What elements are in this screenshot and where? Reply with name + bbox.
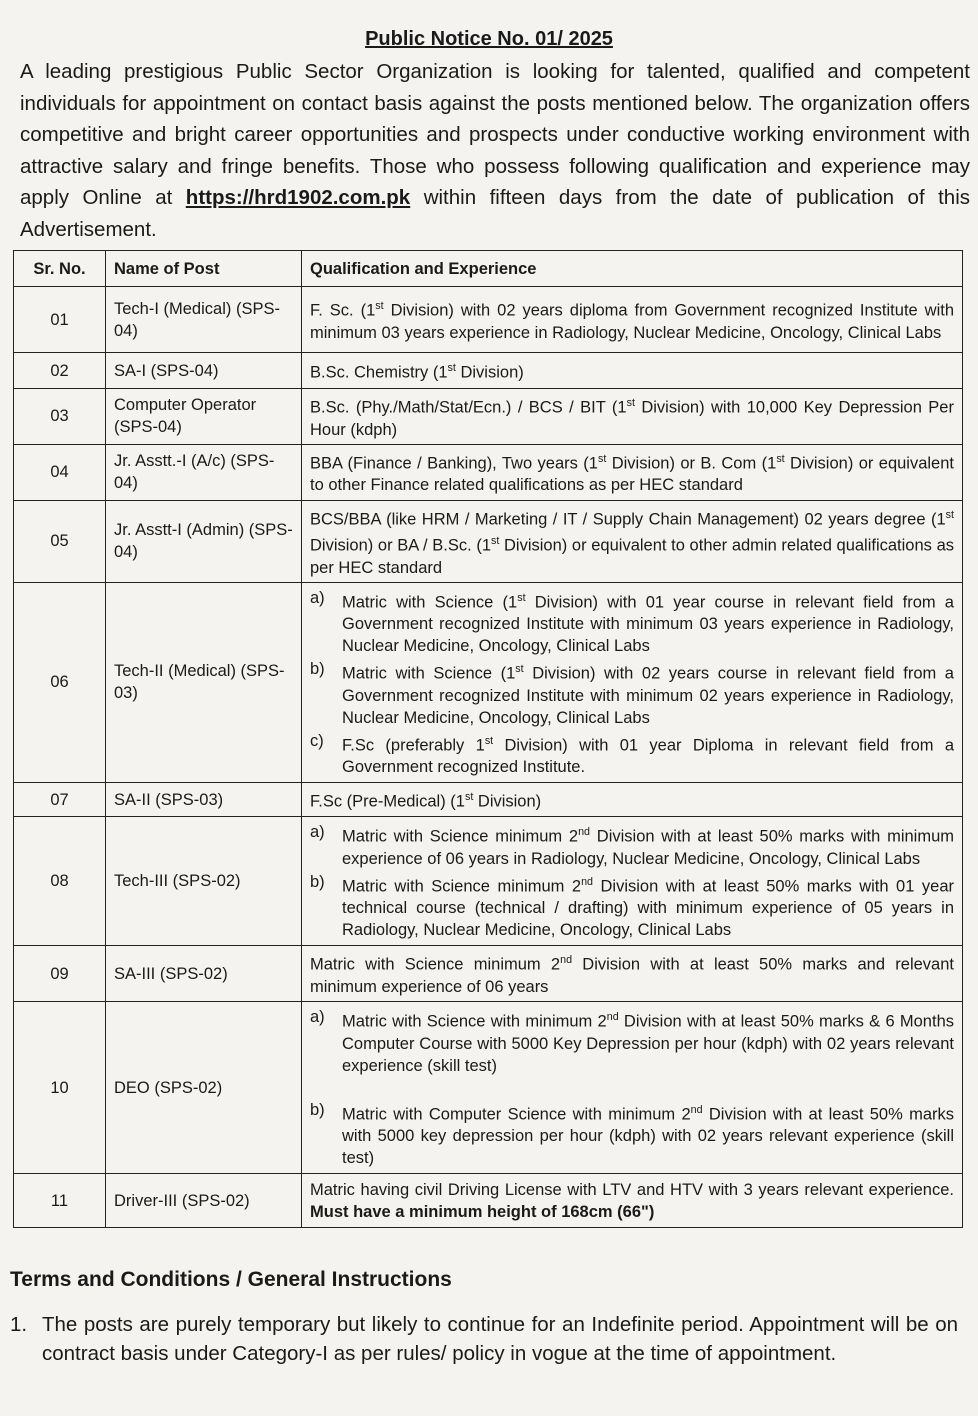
post-name-cell: SA-II (SPS-03) (106, 783, 302, 817)
qualification-cell: B.Sc. Chemistry (1st Division) (302, 353, 963, 389)
qualification-cell: BBA (Finance / Banking), Two years (1st Division) or B. Com (1st Division) or equivalent to other Finance related qualifications as per HEC standard (302, 444, 963, 500)
table-row (14, 1174, 963, 1228)
intro-tail: within fifteen days from the date of publication of this Advertisement. (20, 186, 971, 241)
option-text: F.Sc (preferably 1st Division) with 01 year Diploma in relevant field from a Government recognized Institute. (342, 734, 955, 776)
term-text: The posts are purely temporary but likely to continue for an Indefinite period. Appointment will be on contract basis under Category-I as per rules/ policy in vogue at the time of appointment. (42, 1313, 958, 1365)
post-name-cell: DEO (SPS-02) (106, 1002, 302, 1174)
post-name-cell: Driver-III (SPS-02) (106, 1174, 302, 1228)
post-name-cell: Tech-I (Medical) (SPS-04) (106, 287, 302, 353)
apply-online-link[interactable]: https://hrd1902.com.pk (185, 186, 411, 209)
qualification-text: Matric having civil Driving License with LTV and HTV with 3 years relevant experience. (310, 1180, 954, 1199)
post-name-cell: Tech-II (Medical) (SPS-03) (106, 582, 302, 783)
post-name-cell: SA-I (SPS-04) (106, 353, 302, 389)
option-text: Matric with Science with minimum 2nd Division with at least 50% marks & 6 Months Computer Course with 5000 Key Depression per hour (kdph) with 02 years relevant experience (skill test) (342, 1011, 954, 1075)
option-text: Matric with Science minimum 2nd Division with at least 50% marks with 01 year technical course (technical / drafting) with minimum experience of 05 years in Radiology, Nuclear Medicine, Oncology, Clinical Labs (342, 875, 954, 939)
table-row (14, 287, 963, 353)
table-row (14, 817, 963, 946)
intro-paragraph (20, 56, 970, 245)
option-marker: b) (310, 660, 325, 678)
table-row (14, 389, 963, 445)
sr-no-cell: 08 (14, 817, 106, 946)
header-qualification: Qualification and Experience (302, 251, 963, 287)
height-requirement: Must have a minimum height of 168cm (66") (310, 1202, 655, 1221)
posts-table (13, 250, 963, 1228)
qualification-cell (302, 582, 963, 783)
sr-no-cell: 03 (14, 389, 106, 445)
sr-no-cell: 02 (14, 353, 106, 389)
option-marker: b) (310, 1100, 325, 1119)
qualification-cell (302, 817, 963, 946)
table-row (14, 444, 963, 500)
table-row (14, 783, 963, 817)
table-row (14, 1002, 963, 1174)
header-name-of-post: Name of Post (106, 251, 302, 287)
post-name-cell: Jr. Asstt.-I (A/c) (SPS-04) (106, 444, 302, 500)
qualification-cell: Matric with Science minimum 2nd Division with at least 50% marks and relevant minimum experience of 06 years (302, 946, 963, 1002)
post-name-cell: Computer Operator (SPS-04) (106, 389, 302, 445)
option-marker: a) (310, 823, 325, 841)
option-marker: a) (310, 588, 325, 607)
qualification-cell: B.Sc. (Phy./Math/Stat/Ecn.) / BCS / BIT (1st Division) with 10,000 Key Depression Per Hour (kdph) (302, 389, 963, 445)
option-marker: b) (310, 872, 325, 891)
terms-list (10, 1310, 958, 1368)
sr-no-cell: 07 (14, 783, 106, 817)
table-header-row (14, 251, 963, 287)
header-sr-no: Sr. No. (14, 251, 106, 287)
option-item (310, 821, 954, 870)
notice-title: Public Notice No. 01/ 2025 (365, 28, 613, 50)
term-number: 1. (10, 1313, 28, 1336)
qualification-cell: F.Sc (Pre-Medical) (1st Division) (302, 783, 963, 817)
option-text: Matric with Science (1st Division) with 02 years course in relevant field from a Government recognized Institute with minimum 02 years experience in Radiology, Nuclear Medicine, Oncology, Clinical Labs (342, 663, 954, 727)
sr-no-cell: 04 (14, 444, 106, 500)
sr-no-cell: 11 (14, 1174, 106, 1228)
table-row (14, 500, 963, 582)
post-name-cell: Tech-III (SPS-02) (106, 817, 302, 946)
option-spacer (310, 1078, 954, 1098)
option-marker: a) (310, 1008, 325, 1026)
sr-no-cell: 10 (14, 1002, 106, 1174)
option-item (310, 1099, 954, 1170)
intro-text: A leading prestigious Public Sector Organization is looking for talented, qualified and competent individuals for appointment on contact basis against the posts mentioned below. The organization offers competitive and bright career opportunities and prospects under conductive working environment with attractive salary and fringe benefits. Those who possess following qualification and experience may apply Online at (20, 60, 970, 209)
sr-no-cell: 05 (14, 500, 106, 582)
option-item (310, 658, 954, 729)
post-name-cell: SA-III (SPS-02) (106, 946, 302, 1002)
option-item (310, 1006, 954, 1077)
qualification-cell: BCS/BBA (like HRM / Marketing / IT / Supply Chain Management) 02 years degree (1st Division) or BA / B.Sc. (1st Division) or equivalent to other admin related qualifications as per HEC standard (302, 500, 963, 582)
option-item (310, 871, 954, 942)
qualification-cell (302, 1174, 963, 1228)
qualification-cell (302, 1002, 963, 1174)
option-marker: c) (310, 731, 324, 750)
post-name-cell: Jr. Asstt-I (Admin) (SPS-04) (106, 500, 302, 582)
option-item (310, 587, 954, 658)
terms-heading: Terms and Conditions / General Instructions (10, 1268, 452, 1291)
sr-no-cell: 09 (14, 946, 106, 1002)
sr-no-cell: 06 (14, 582, 106, 783)
table-row (14, 582, 963, 783)
option-text: Matric with Science (1st Division) with 01 year course in relevant field from a Government recognized Institute with minimum 03 years experience in Radiology, Nuclear Medicine, Oncology, Clinical Labs (342, 591, 954, 655)
term-item (10, 1310, 958, 1368)
table-row (14, 353, 963, 389)
option-item (310, 730, 954, 779)
qualification-cell: F. Sc. (1st Division) with 02 years diploma from Government recognized Institute with minimum 03 years experience in Radiology, Nuclear Medicine, Oncology, Clinical Labs (302, 287, 963, 353)
sr-no-cell: 01 (14, 287, 106, 353)
table-row (14, 946, 963, 1002)
option-text: Matric with Science minimum 2nd Division with at least 50% marks with minimum experience of 06 years in Radiology, Nuclear Medicine, Oncology, Clinical Labs (342, 826, 954, 868)
option-text: Matric with Computer Science with minimum 2nd Division with at least 50% marks with 5000 key depression per hour (kdph) with 02 years relevant experience (skill test) (342, 1103, 954, 1167)
